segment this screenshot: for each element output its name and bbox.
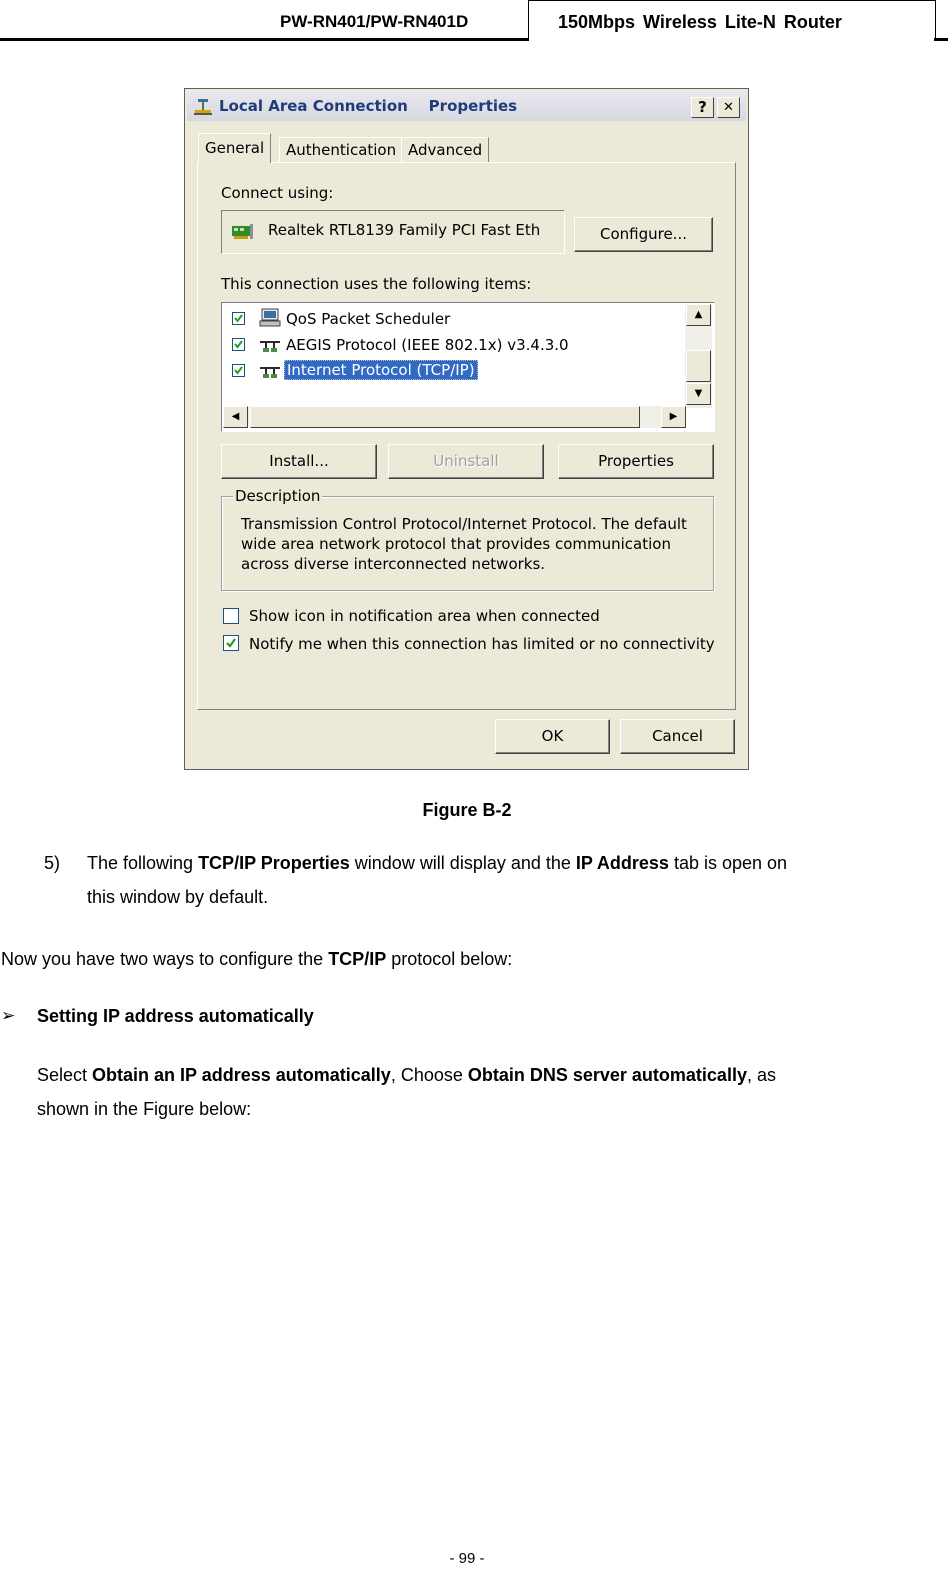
step5-line2: this window by default. (87, 887, 269, 907)
select-text: Select (37, 1065, 93, 1085)
scroll-left-button[interactable]: ◀ (223, 406, 248, 428)
select-text: , Choose (390, 1065, 468, 1085)
step5-bold-tcpip-properties: TCP/IP Properties (198, 853, 350, 873)
adapter-box (221, 210, 565, 254)
dialog-title: Local Area Connection Properties (219, 97, 518, 115)
components-listbox[interactable] (221, 302, 715, 432)
network-scheduler-icon (258, 308, 282, 328)
item-checkbox[interactable] (232, 338, 245, 351)
intro-paragraph (1, 944, 512, 974)
show-icon-checkbox[interactable] (223, 608, 239, 624)
show-icon-label[interactable]: Show icon in notification area when connected (249, 607, 600, 625)
list-item-label: Internet Protocol (TCP/IP) (284, 360, 478, 380)
items-label: This connection uses the following items: (221, 275, 532, 293)
scroll-up-button[interactable]: ▲ (686, 304, 711, 326)
item-checkbox[interactable] (232, 312, 245, 325)
list-item-label: AEGIS Protocol (IEEE 802.1x) v3.4.3.0 (286, 336, 569, 354)
header-rule-right (934, 38, 948, 41)
tab-general[interactable]: General (198, 133, 271, 163)
select-line2: shown in the Figure below: (37, 1099, 252, 1119)
uninstall-button[interactable]: Uninstall (388, 444, 544, 479)
step5-text: tab is open on (668, 853, 788, 873)
properties-button[interactable]: Properties (558, 444, 714, 479)
horizontal-scrollbar[interactable] (223, 406, 686, 428)
cancel-button[interactable]: Cancel (620, 719, 735, 754)
network-protocol-icon (258, 361, 282, 381)
configure-button[interactable]: Configure... (574, 217, 713, 252)
description-legend: Description (235, 487, 321, 505)
ok-button[interactable]: OK (495, 719, 610, 754)
figure-caption: Figure B-2 (422, 800, 512, 820)
description-text: Transmission Control Protocol/Internet Protocol. The default wide area network protocol that provides communication across diverse interconnected networks. (241, 515, 687, 573)
step5-bold-ip-address: IP Address (575, 853, 669, 873)
help-button[interactable]: ? (691, 97, 714, 118)
install-button[interactable]: Install... (221, 444, 377, 479)
header-rule-left (0, 38, 528, 41)
scroll-down-button[interactable]: ▼ (686, 383, 711, 405)
network-protocol-icon (258, 335, 282, 355)
vertical-scrollbar[interactable] (685, 304, 712, 408)
select-bold-obtain-dns: Obtain DNS server automatically (467, 1065, 747, 1085)
step-number: 5) (44, 853, 61, 873)
tab-advanced[interactable]: Advanced (401, 137, 489, 163)
network-card-icon (232, 224, 254, 239)
dialog-titlebar[interactable] (187, 91, 746, 121)
intro-text: Now you have two ways to configure the (1, 949, 329, 969)
properties-dialog (184, 88, 749, 770)
notify-label[interactable]: Notify me when this connection has limited or no connectivity (249, 635, 715, 653)
select-text: , as (746, 1065, 776, 1085)
notify-checkbox[interactable] (223, 635, 239, 651)
close-button[interactable]: ✕ (717, 97, 740, 118)
list-item-label: QoS Packet Scheduler (286, 310, 451, 328)
item-checkbox[interactable] (232, 364, 245, 377)
scroll-right-button[interactable]: ▶ (661, 406, 686, 428)
step5-text: The following (87, 853, 199, 873)
page-number: - 99 - (449, 1550, 485, 1567)
select-paragraph (37, 1060, 937, 1090)
intro-bold-tcpip: TCP/IP (328, 949, 387, 969)
header-product: 150Mbps Wireless Lite-N Router (558, 12, 842, 32)
connect-using-label: Connect using: (221, 184, 334, 202)
intro-text: protocol below: (386, 949, 513, 969)
section-heading: Setting IP address automatically (37, 1006, 314, 1026)
bullet-arrow-icon: ➢ (1, 1006, 16, 1025)
step5-paragraph (87, 848, 937, 878)
step5-text: window will display and the (349, 853, 576, 873)
scroll-hthumb[interactable] (250, 406, 640, 428)
select-bold-obtain-ip: Obtain an IP address automatically (92, 1065, 391, 1085)
header-model: PW-RN401/PW-RN401D (280, 12, 469, 31)
adapter-name: Realtek RTL8139 Family PCI Fast Eth (268, 221, 541, 239)
network-connection-icon (193, 97, 213, 117)
scroll-thumb[interactable] (686, 350, 711, 382)
tab-authentication[interactable]: Authentication (279, 137, 403, 163)
